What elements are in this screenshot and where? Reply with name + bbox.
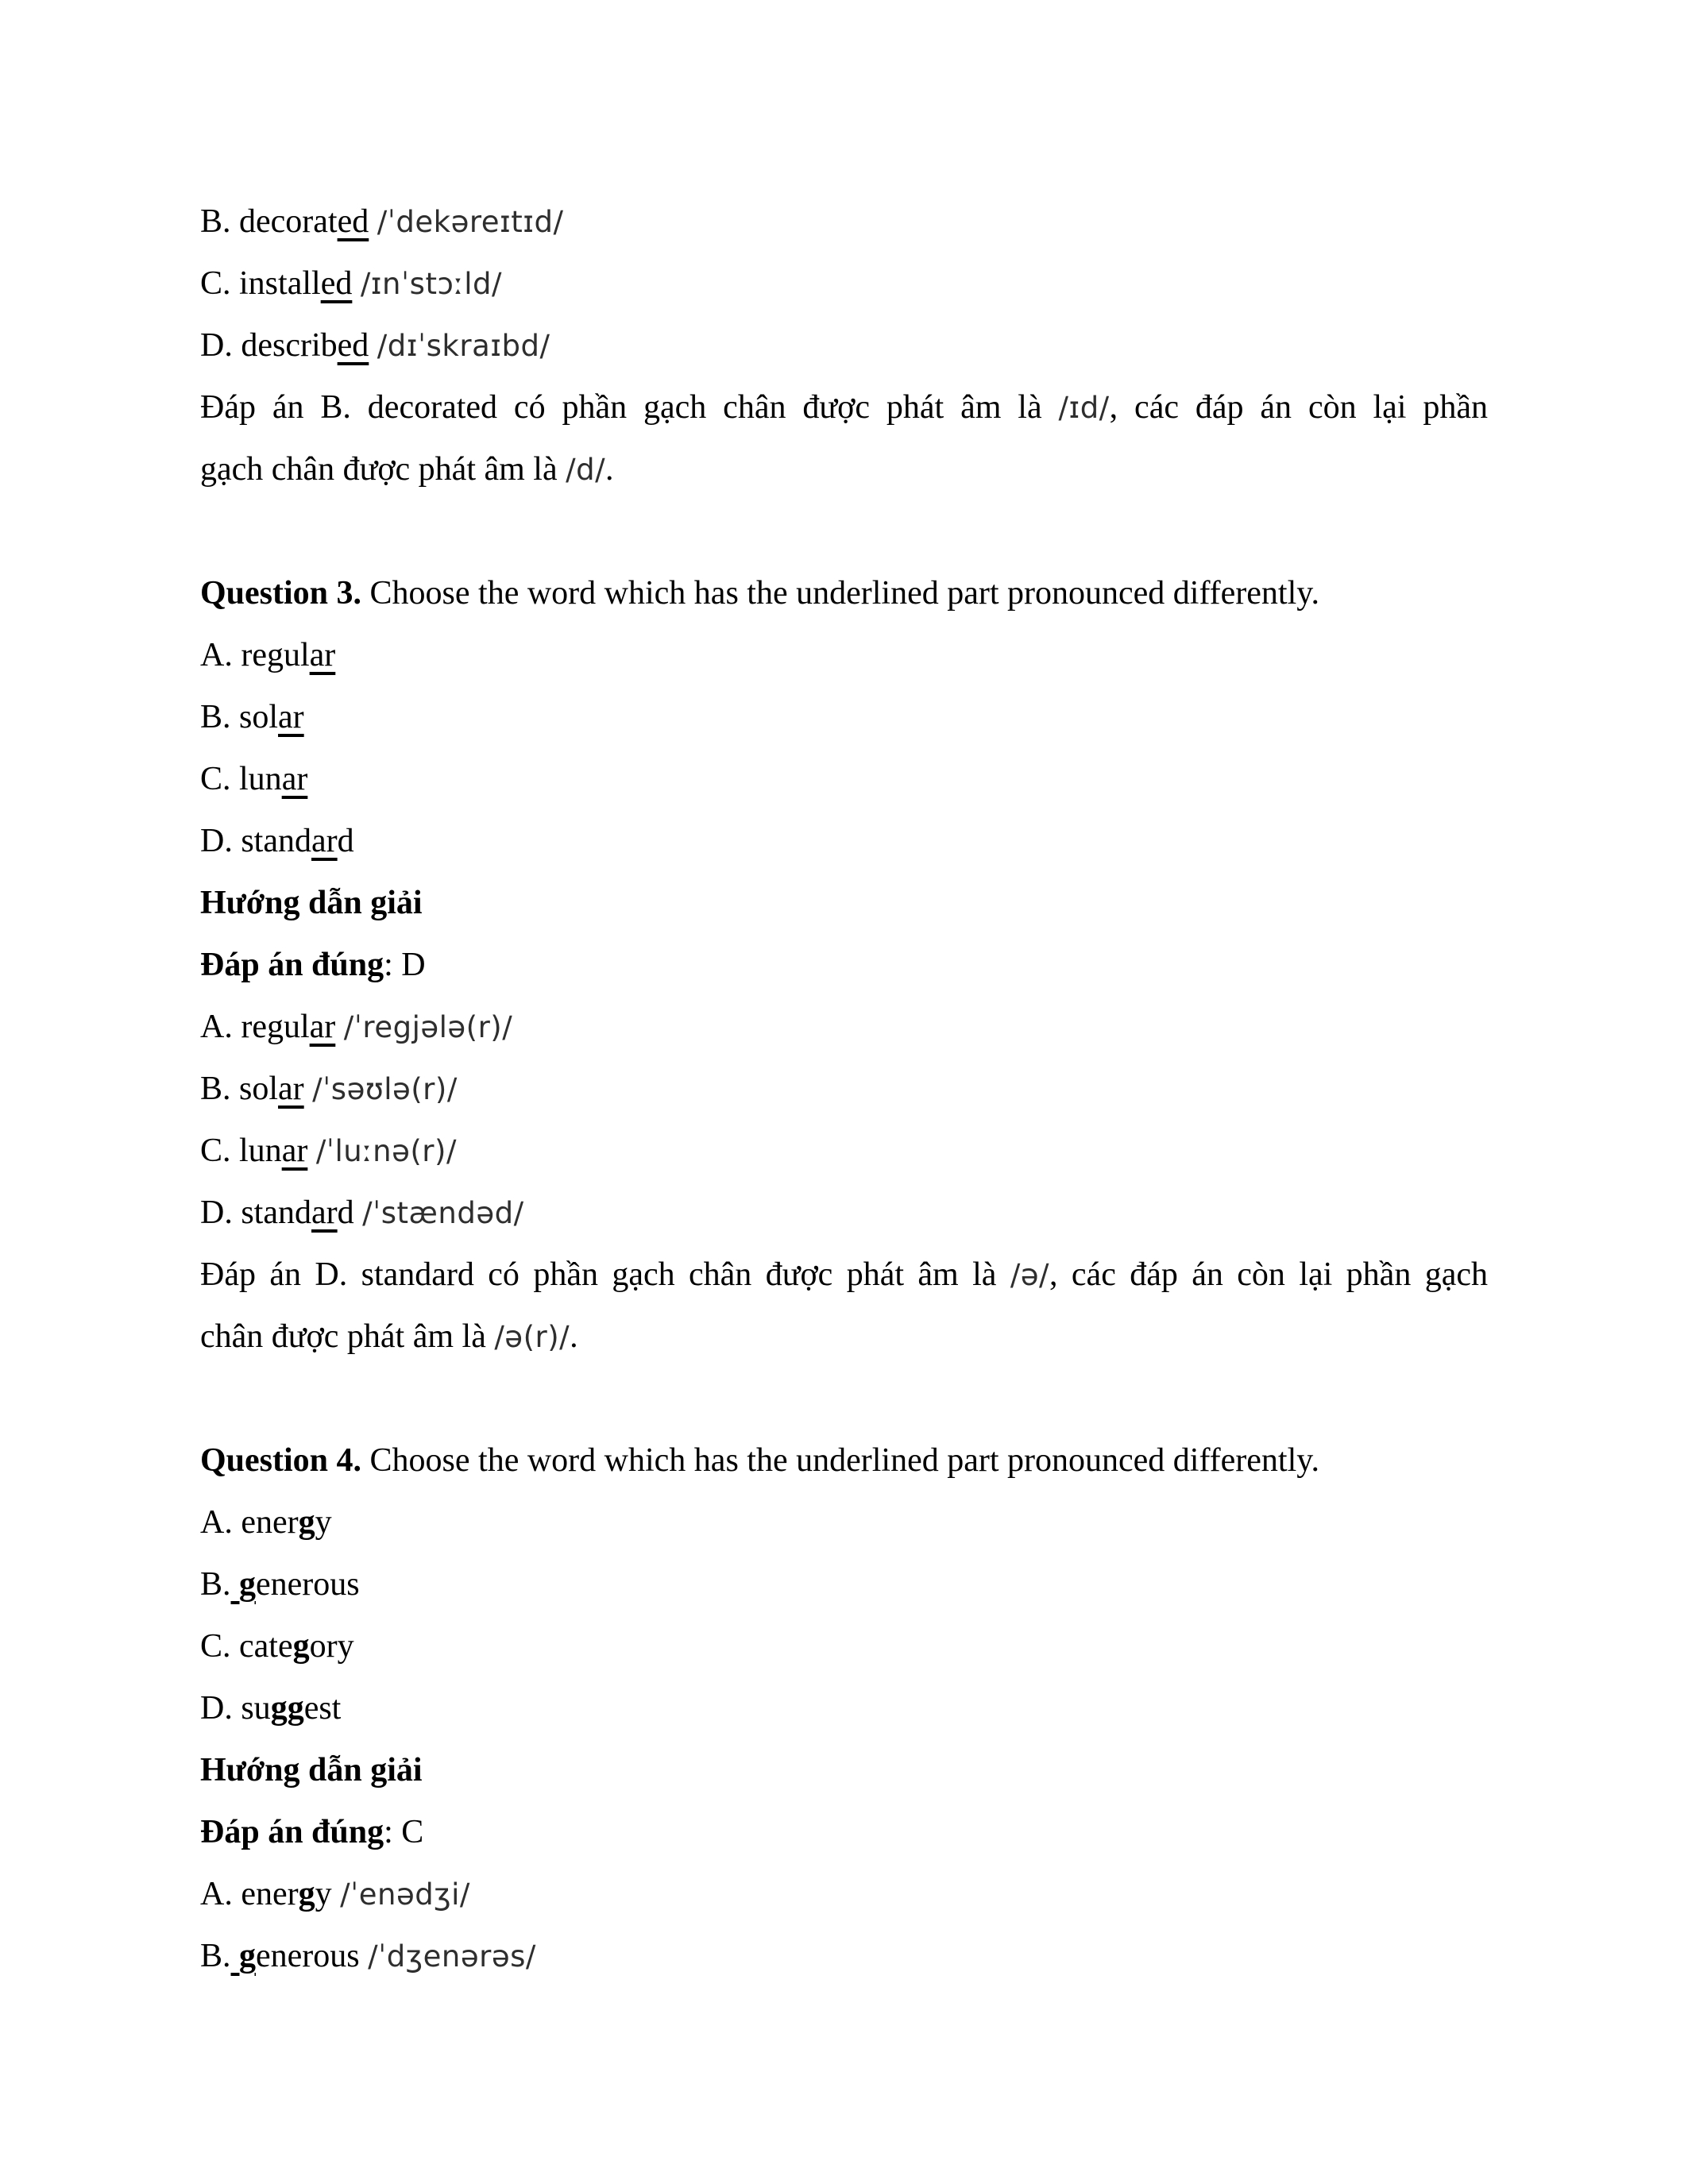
text-run: C. install [200,265,321,302]
text-run: enerous [256,1938,369,1974]
q3-solution-guide-heading [200,872,1488,934]
text-run: A. ener [200,1876,299,1912]
q4-solution-guide-heading [200,1739,1488,1801]
question-3-heading [200,562,1488,624]
text-run: B. sol [200,1071,279,1107]
text-run: ar [278,699,304,735]
text-run: y [315,1504,332,1541]
q3-ipa-option-b [200,1058,1488,1120]
text-run: A. regul [200,1009,310,1045]
text-run: Hướng dẫn giải [200,885,423,921]
text-run: D. stand [200,1194,311,1231]
q3-explanation-line2 [200,1306,1488,1368]
text-run: ar [281,761,308,797]
text-run: gạch chân được phát âm là [200,451,566,488]
text-run: C. lun [200,761,282,797]
text-run: . [570,1318,578,1355]
q3-option-a [200,624,1488,686]
text-run: D. describ [200,327,338,364]
text-run: g [230,1938,257,1974]
text-run: D. su [200,1690,271,1727]
q2-ipa-option-d [200,314,1488,376]
q4-ipa-option-b [200,1925,1488,1987]
q3-option-c [200,748,1488,810]
text-run: ed [320,265,353,302]
text-run [369,327,377,364]
ipa-text: /ˈregjələ(r)/ [343,1010,513,1044]
ipa-text: /dɪˈskraɪbd/ [377,329,550,363]
q4-ipa-option-a [200,1863,1488,1925]
q3-option-b [200,686,1488,748]
text-run: B. [200,1938,231,1974]
text-run: g [230,1566,257,1603]
text-run: B. decorat [200,203,338,240]
text-run: d [337,1194,363,1231]
ipa-text: /ɪnˈstɔːld/ [360,267,502,301]
q4-option-d [200,1677,1488,1739]
q4-option-b [200,1553,1488,1615]
text-run: ar [309,637,336,673]
q3-correct-answer [200,934,1488,996]
ipa-text: /ˈenədʒi/ [340,1877,470,1912]
text-run: chân được phát âm là [200,1318,495,1355]
text-run: D. stand [200,823,311,859]
blank-line [200,1368,1488,1430]
text-run: g [292,1628,310,1665]
text-run: Đáp án đúng [200,1814,384,1850]
text-run: A. ener [200,1504,299,1541]
text-run: Đáp án D. standard có phần gạch chân được phát âm là [200,1256,1010,1293]
text-run: ar [278,1071,304,1107]
text-run: g [298,1504,315,1541]
text-run: C. lun [200,1133,282,1169]
q3-option-d [200,810,1488,872]
blank-line [200,500,1488,562]
text-run: ar [281,1133,308,1169]
q3-ipa-option-a [200,996,1488,1058]
ipa-text: /ə/ [1010,1258,1050,1292]
text-run: ory [309,1628,354,1665]
text-run: Đáp án B. decorated có phần gạch chân được phát âm là [200,389,1059,426]
text-run: Đáp án đúng [200,947,384,983]
q2-explanation-line1 [200,376,1488,438]
q3-ipa-option-d [200,1182,1488,1244]
ipa-text: /ɪd/ [1058,391,1110,425]
text-run: g [298,1876,315,1912]
ipa-text: /d/ [566,453,606,487]
q3-ipa-option-c [200,1120,1488,1182]
ipa-text: /ˈsəʊlə(r)/ [312,1072,458,1106]
question-4-heading [200,1430,1488,1491]
text-run: , các đáp án còn lại phần gạch [1049,1256,1488,1293]
text-run: , các đáp án còn lại phần [1109,389,1488,426]
q2-explanation-line2 [200,438,1488,500]
text-run: Question 3. [200,575,362,612]
text-run: ed [337,203,369,240]
ipa-text: /ˈluːnə(r)/ [315,1134,457,1168]
text-run: Hướng dẫn giải [200,1752,423,1788]
text-run: y [315,1876,341,1912]
text-run: Choose the word which has the underlined part pronounced differently. [361,1442,1320,1479]
q4-option-a [200,1491,1488,1553]
text-run [369,203,377,240]
text-run: ar [311,1194,338,1231]
text-run: A. regul [200,637,310,673]
text-run: . [605,451,614,488]
text-run: gg [270,1690,304,1727]
text-run: Question 4. [200,1442,362,1479]
text-run: : D [384,947,426,983]
q2-ipa-option-b [200,191,1488,253]
text-run: B. sol [200,699,279,735]
text-run: est [303,1690,342,1727]
text-run: enerous [256,1566,360,1603]
text-run: ar [309,1009,336,1045]
q4-correct-answer [200,1801,1488,1863]
q4-option-c [200,1615,1488,1677]
ipa-text: /ˈdekəreɪtɪd/ [377,205,564,239]
q3-explanation-line1 [200,1244,1488,1306]
text-run: ed [337,327,369,364]
ipa-text: /ˈdʒenərəs/ [368,1939,536,1974]
text-run [352,265,361,302]
text-run: : C [384,1814,424,1850]
text-run: B. [200,1566,231,1603]
q2-ipa-option-c [200,253,1488,314]
text-run [335,1009,344,1045]
ipa-text: /ˈstændəd/ [362,1196,524,1230]
text-run: C. cate [200,1628,293,1665]
ipa-text: /ə(r)/ [494,1320,570,1354]
text-run [307,1133,316,1169]
text-run [304,1071,313,1107]
text-run: ar [311,823,338,859]
text-run: Choose the word which has the underlined part pronounced differently. [361,575,1320,612]
text-run: d [337,823,354,859]
